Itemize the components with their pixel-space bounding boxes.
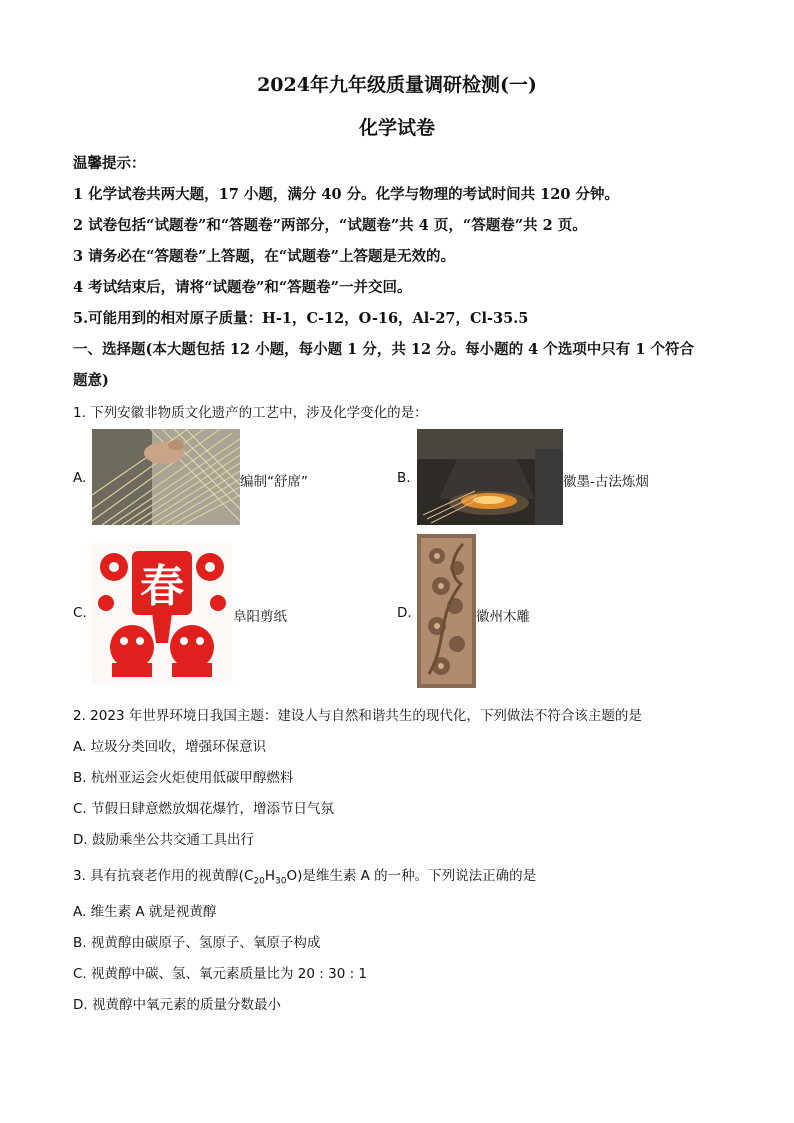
notice-item-3: 3 请务必在“答题卷”上答题，在“试题卷”上答题是无效的。 <box>73 248 455 265</box>
q2-option-d: D. 鼓励乘坐公共交通工具出行 <box>73 832 254 848</box>
q1-option-b-text: 徽墨-古法炼烟 <box>563 474 649 490</box>
q3-option-d: D. 视黄醇中氧元素的质量分数最小 <box>73 997 281 1013</box>
q1-stem: 1. 下列安徽非物质文化遗产的工艺中，涉及化学变化的是： <box>73 405 428 421</box>
wood-carving-photo <box>417 534 476 688</box>
q1-option-d-letter: D. <box>397 605 412 621</box>
notice-item-2: 2 试卷包括“试题卷”和“答题卷”两部分，“试题卷”共 4 页，“答题卷”共 2 页。 <box>73 217 587 234</box>
notice-item-4: 4 考试结束后，请将“试题卷”和“答题卷”一并交回。 <box>73 279 412 296</box>
notice-heading: 温馨提示： <box>73 155 146 172</box>
page-title: 2024年九年级质量调研检测(一) <box>257 74 537 96</box>
q2-option-a: A. 垃圾分类回收，增强环保意识 <box>73 739 267 755</box>
section-heading-line1: 一、选择题(本大题包括 12 小题，每小题 1 分，共 12 分。每小题的 4 个选项中只有 1 个符合 <box>73 341 694 358</box>
q2-stem: 2. 2023 年世界环境日我国主题：建设人与自然和谐共生的现代化，下列做法不符合该主题的是 <box>73 708 642 724</box>
q1-option-a-letter: A. <box>73 470 87 486</box>
q3-stem: 3. 具有抗衰老作用的视黄醇$(C_{20}H_{30}O)$是维生素 A 的一种。下列说法正确的是 <box>73 868 537 887</box>
notice-item-1: 1 化学试卷共两大题，17 小题，满分 40 分。化学与物理的考试时间共 120 分钟。 <box>73 186 619 203</box>
q1-option-a-text: 编制“舒席” <box>240 474 308 490</box>
q3-option-a: A. 维生素 A 就是视黄醇 <box>73 904 217 920</box>
q3-option-b: B. 视黄醇由碳原子、氢原子、氧原子构成 <box>73 935 321 951</box>
retinol-formula: $C_{20}H_{30}O$ <box>243 868 298 887</box>
q1-option-d-text: 徽州木雕 <box>476 609 530 625</box>
weaving-mat-photo <box>92 429 240 525</box>
page-subtitle: 化学试卷 <box>358 117 435 139</box>
notice-item-5: 5.可能用到的相对原子质量：H-1，C-12，O-16，Al-27，Cl-35.5 <box>73 310 529 327</box>
q1-option-c-letter: C. <box>73 605 87 621</box>
section-heading-line2: 题意) <box>73 372 109 389</box>
svg-text:春: 春 <box>140 561 184 612</box>
ink-smoke-refining-photo <box>417 429 563 525</box>
q1-option-b-letter: B. <box>397 470 411 486</box>
paper-cutting-image <box>92 543 232 683</box>
q1-option-c-text: 阜阳剪纸 <box>233 609 287 625</box>
q3-option-c: C. 视黄醇中碳、氢、氧元素质量比为 20 : 30 : 1 <box>73 966 368 982</box>
q2-option-b: B. 杭州亚运会火炬使用低碳甲醇燃料 <box>73 770 294 786</box>
q2-option-c: C. 节假日肆意燃放烟花爆竹，增添节日气氛 <box>73 801 335 817</box>
